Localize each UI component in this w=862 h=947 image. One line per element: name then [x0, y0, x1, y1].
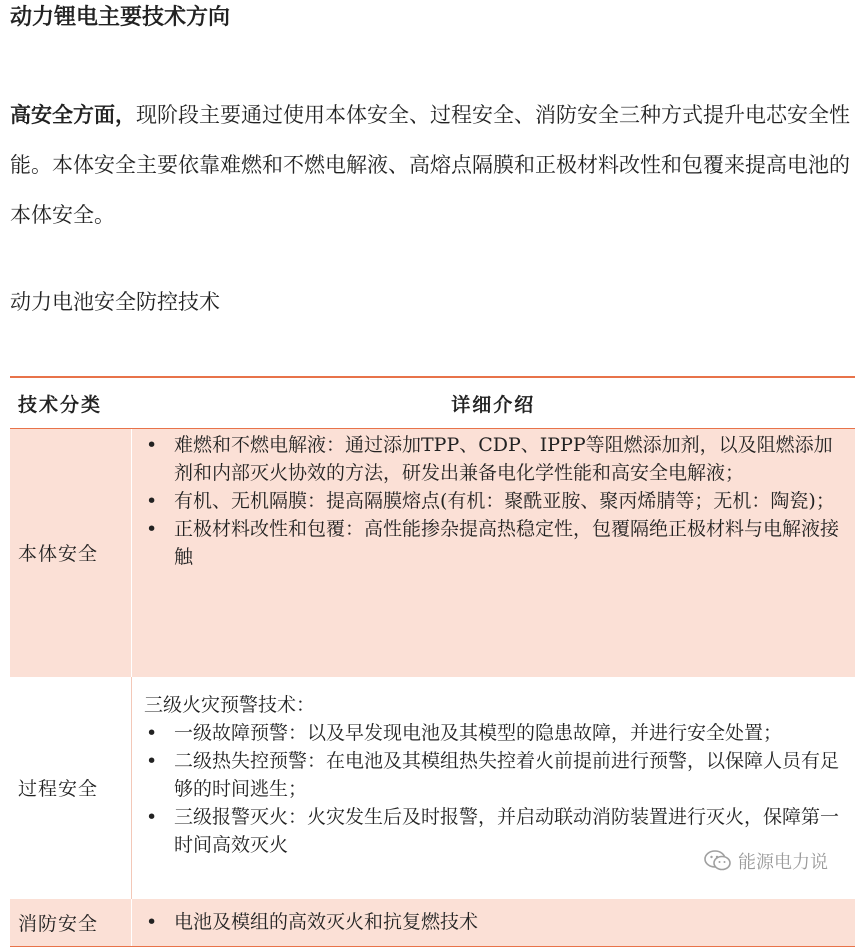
bullet-icon: • [146, 911, 158, 934]
bullet-icon: • [146, 434, 158, 456]
row-category: 消防安全 [10, 899, 132, 947]
watermark-text: 能源电力说 [738, 852, 828, 873]
bullet-icon: • [146, 721, 158, 744]
bullet-icon: • [146, 518, 158, 540]
header-detail: 详细介绍 [132, 378, 856, 429]
table-row [10, 899, 855, 947]
bullet-icon: • [146, 805, 158, 828]
row-detail [132, 429, 856, 677]
list-item: • 有机、无机隔膜：提高隔膜熔点(有机：聚酰亚胺、聚丙烯腈等；无机：陶瓷)； [142, 487, 847, 515]
list-item: • 二级热失控预警：在电池及其模组热失控着火前提前进行预警，以保障人员有足够的时间逃生； [142, 747, 847, 803]
wechat-icon [704, 850, 732, 872]
watermark [704, 848, 828, 874]
list-item: • 电池及模组的高效灭火和抗复燃技术 [142, 908, 847, 936]
table-caption: 动力电池安全防控技术 [10, 290, 220, 314]
row-category: 过程安全 [10, 677, 132, 899]
list-item: • 一级故障预警：以及早发现电池及其模型的隐患故障，并进行安全处置； [142, 719, 847, 747]
header-category: 技术分类 [10, 378, 132, 429]
bullet-icon: • [146, 749, 158, 772]
page-title: 动力锂电主要技术方向 [10, 5, 231, 30]
list-item: • 正极材料改性和包覆：高性能掺杂提高热稳定性，包覆隔绝正极材料与电解液接触 [142, 515, 847, 571]
row-category: 本体安全 [10, 429, 132, 677]
bullet-icon: • [146, 490, 158, 512]
row-detail [132, 899, 856, 947]
paragraph-lead: 高安全方面， [10, 103, 136, 127]
intro-paragraph [10, 90, 850, 240]
row-intro: 三级火灾预警技术： [144, 693, 316, 716]
table-row [10, 429, 855, 677]
paragraph-text: 现阶段主要通过使用本体安全、过程安全、消防安全三种方式提升电芯安全性能。本体安全主要依靠难燃和不燃电解液、高熔点隔膜和正极材料改性和包覆来提高电池的本体安全。 [10, 103, 850, 227]
list-item: • 难燃和不燃电解液：通过添加TPP、CDP、IPPP等阻燃添加剂，以及阻燃添加剂和内部灭火协效的方法，研发出兼备电化学性能和高安全电解液； [142, 431, 847, 487]
list-item: • 三级报警灭火：火灾发生后及时报警，并启动联动消防装置进行灭火，保障第一时间高效灭火 [142, 803, 847, 859]
